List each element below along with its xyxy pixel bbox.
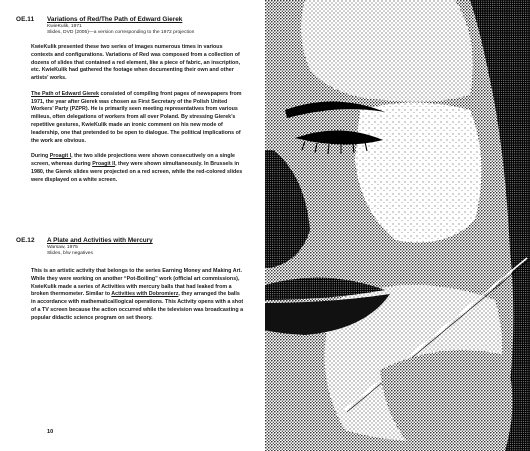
body-paragraph	[31, 44, 245, 83]
text-run: This is an artistic activity that belongs to the series Earning Money and Making Art. While they were working on another “Pot-Boiling” work (official art commissions), KwieKulik made a series of Activities with mercury balls that had leaked from a broken thermometer. Similar to	[31, 268, 242, 298]
entry-number: OE.12	[16, 237, 35, 244]
text-run: KwieKulik presented these two series of images numerous times in various contexts and configurations. Variations of Red was composed from a collection of dozens of slides that contained a red element, like a piece of fabric, an inscription, etc. KwieKulik had gathered the footage when documenting their own and other artists’ works.	[31, 44, 241, 82]
photo-page	[265, 0, 530, 451]
entry-header	[47, 237, 262, 257]
body-paragraph	[31, 153, 245, 184]
underlined-title: Proagit II	[92, 160, 116, 167]
underlined-title: Activities with Dobromierz	[111, 291, 179, 298]
underlined-title: The Path of Edward Gierek	[31, 90, 99, 97]
entry-number: OE.11	[16, 16, 35, 23]
body-paragraph	[31, 268, 245, 323]
text-run: consisted of compiling front pages of newspapers from 1971, the year after Gierek was chosen as First Secretary of the Polish United Workers’ Party (PZPR). He is primarily seen meeting representatives from various milieus, often delegations of workers from all over Poland. By stressing Gierek’s repetitive gestures, KwieKulik made an ironic comment on his new mode of leadership, one that pretended to be open to dialogue. The political implications of the work are obvious.	[31, 90, 242, 144]
entry-medium: Slides, DVD (2005)—a version corresponding to the 1972 projection	[47, 30, 195, 36]
entry-title: Variations of Red/The Path of Edward Gierek	[47, 16, 183, 23]
underlined-title: Proagit I	[49, 153, 72, 160]
text-run: , they arranged the balls in accordance with mathematical/logical operations. This Activity opens with a shot of a TV screen because the action occurred while the television was broadcasting a popular didactic science program on set theory.	[31, 291, 244, 321]
entry-body-oe11	[31, 44, 245, 192]
entry-title: A Plate and Activities with Mercury	[47, 237, 153, 244]
entry-body-oe12	[31, 268, 245, 330]
text-run: , they were shown simultaneously. In Brussels in 1980, the Gierek slides were projected on a red screen, while the red-colored slides were displayed on a white screen.	[31, 160, 243, 183]
stipple-face-image	[265, 0, 530, 451]
entry-artist-year: KwieKulik, 1971	[47, 24, 82, 29]
entry-header	[47, 16, 262, 36]
page-number: 10	[47, 429, 54, 435]
text-run: During	[31, 153, 50, 160]
text-run: , the two slide projections were shown consecutively on a single screen, whereas during	[31, 153, 236, 167]
entry-medium: Slides, b/w negatives	[47, 251, 93, 257]
body-paragraph	[31, 91, 245, 146]
entry-place-year: Warsaw, 1975	[47, 245, 78, 250]
